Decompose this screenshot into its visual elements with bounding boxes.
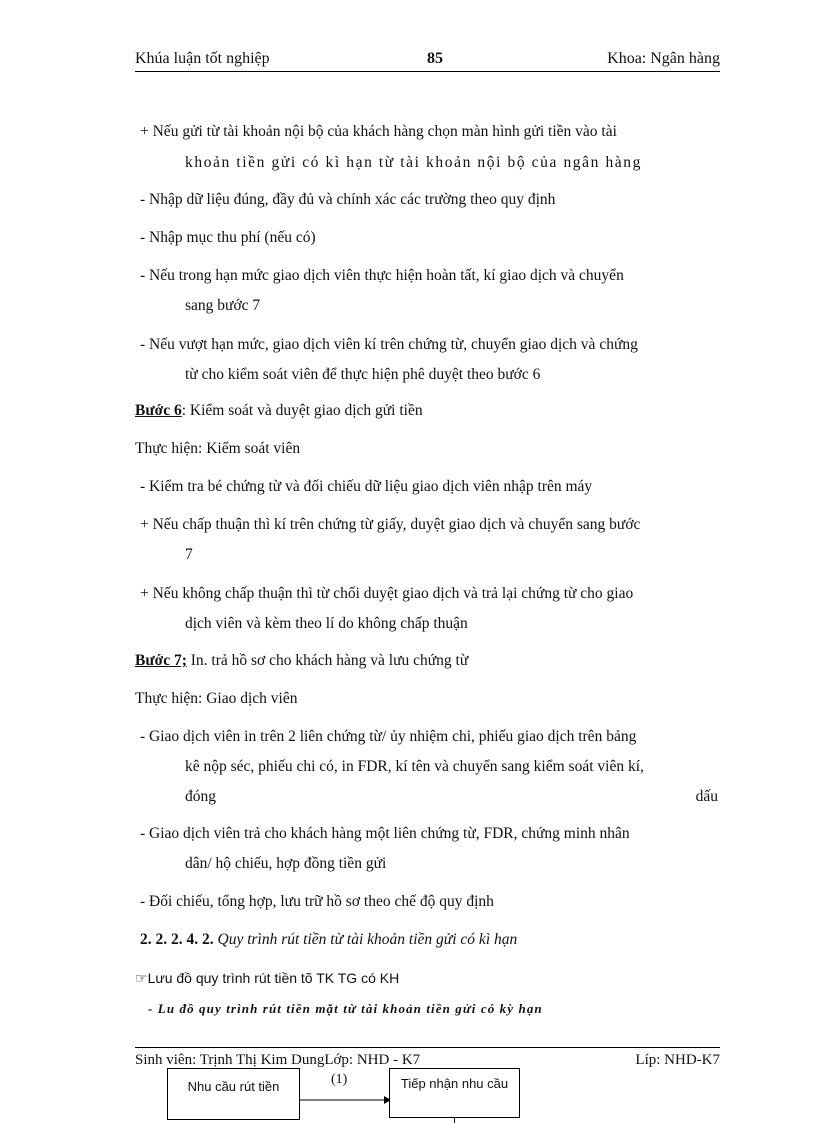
text-s7-1c-right: dấu <box>695 788 718 805</box>
line-l1b <box>185 153 718 173</box>
text-l1b: khoản tiền gửi có kì hạn từ tài khoản nội bộ của ngân hàng <box>185 154 642 171</box>
flow-arrow-label: (1) <box>331 1072 348 1087</box>
line <box>140 122 718 142</box>
text-s7-1a: - Giao dịch viên in trên 2 liên chứng từ/ ủy nhiệm chi, phiếu giao dịch trên bảng <box>140 728 637 745</box>
text-s6-3b: dịch viên và kèm theo lí do không chấp thuận <box>185 615 468 632</box>
text-s7-1b: kê nộp séc, phiếu chi có, in FDR, kí tên và chuyển sang kiểm soát viên kí, <box>185 758 644 775</box>
flowchart-bullet <box>135 968 399 988</box>
step7-label: Bước 7; <box>135 652 187 669</box>
text-s7-3: - Đối chiếu, tổng hợp, lưu trữ hồ sơ theo chế độ quy định <box>140 893 494 910</box>
section-number: 2. 2. 2. 4. 2. <box>140 931 214 948</box>
text-s6-1: - Kiểm tra bé chứng từ và đối chiếu dữ liệu giao dịch viên nhập trên máy <box>140 478 593 495</box>
text-l5b: từ cho kiểm soát viên để thực hiện phê duyệt theo bước 6 <box>185 366 541 383</box>
section-title: Quy trình rút tiền từ tài khoản tiền gửi có kì hạn <box>213 931 518 948</box>
flow-box-receive-need-label: Tiếp nhận nhu cầu <box>400 1076 509 1091</box>
step7-heading <box>135 651 468 671</box>
text-l1a: + Nếu gửi từ tài khoản nội bộ của khách hàng chọn màn hình gửi tiền vào tài <box>140 123 617 140</box>
footer-rule <box>135 1047 720 1048</box>
line-s7-1c <box>185 787 718 807</box>
flowchart-bullet-text: Lưu đồ quy trình rút tiền tõ TK TG có KH <box>147 970 400 986</box>
section-heading <box>140 930 517 950</box>
flow-box-receive-need <box>389 1068 520 1118</box>
text-s7-2b: dân/ hộ chiếu, hợp đồng tiền gửi <box>185 855 387 872</box>
header-right: Khoa: Ngân hàng <box>607 50 720 67</box>
flow-box-withdraw-need <box>167 1068 300 1120</box>
text-s6-2b: 7 <box>185 546 193 563</box>
text-s7-2a: - Giao dịch viên trả cho khách hàng một liên chứng từ, FDR, chứng minh nhân <box>140 825 630 842</box>
text-s6-2a: + Nếu chấp thuận thì kí trên chứng từ giấy, duyệt giao dịch và chuyển sang bước <box>140 516 641 533</box>
flow-connector <box>454 1118 455 1123</box>
footer-left: Sinh viên: Trịnh Thị Kim DungLớp: NHD - K7 <box>135 1052 421 1068</box>
flow-box-withdraw-need-label: Nhu cầu rút tiền <box>187 1079 280 1094</box>
page-number: 85 <box>427 50 443 67</box>
header-rule <box>135 71 720 72</box>
text-s6-3a: + Nếu không chấp thuận thì từ chối duyệt giao dịch và trả lại chứng từ cho giao <box>140 585 634 602</box>
text-l2: - Nhập dữ liệu đúng, đầy đủ và chính xác các trường theo quy định <box>140 191 556 208</box>
header-left: Khúa luận tốt nghiệp <box>135 50 270 67</box>
text-l4b: sang bước 7 <box>185 297 261 314</box>
text-l4a: - Nếu trong hạn mức giao dịch viên thực hiện hoàn tất, kí giao dịch và chuyển <box>140 267 624 284</box>
step6-heading <box>135 401 423 421</box>
text-s7-1c-left: đóng <box>185 788 216 805</box>
footer-right: Líp: NHD-K7 <box>635 1052 720 1068</box>
hand-pointer-icon: ☞ <box>135 970 148 986</box>
step7-actor: Thực hiện: Giao dịch viên <box>135 690 298 707</box>
step7-text: In. trả hồ sơ cho khách hàng và lưu chứng từ <box>186 652 469 669</box>
text-l5a: - Nếu vượt hạn mức, giao dịch viên kí trên chứng từ, chuyển giao dịch và chứng <box>140 336 638 353</box>
step6-actor: Thực hiện: Kiểm soát viên <box>135 440 301 457</box>
flowchart-caption: - Lu đồ quy trình rút tiền mặt từ tài khoản tiền gửi có kỳ hạn <box>148 1001 543 1016</box>
step6-text: : Kiểm soát và duyệt giao dịch gửi tiền <box>181 402 423 419</box>
text-l3: - Nhập mục thu phí (nếu có) <box>140 229 316 246</box>
step6-label: Bước 6 <box>135 402 182 419</box>
bullet-internal-account <box>140 122 718 142</box>
